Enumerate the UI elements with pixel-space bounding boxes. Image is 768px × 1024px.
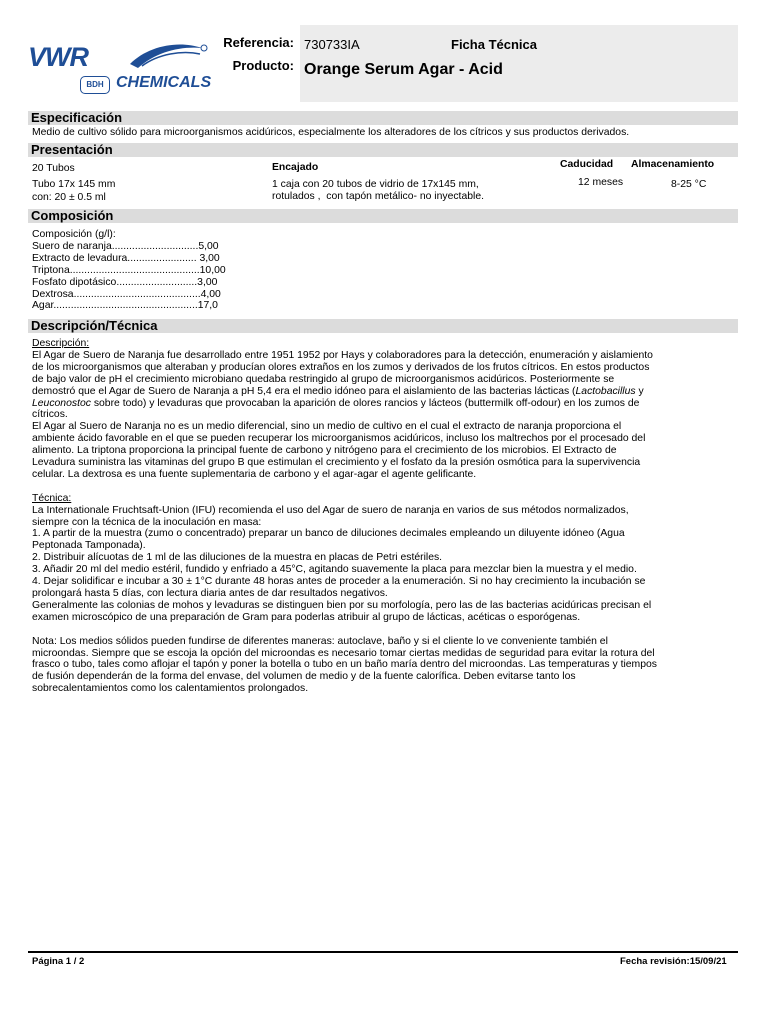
almacenamiento-value: 8-25 °C — [671, 179, 707, 190]
product-label: Producto: — [232, 58, 294, 73]
composicion-line: Dextrosa............................................4,00 — [32, 288, 221, 300]
tecnica-line: Generalmente las colonias de mohos y levaduras se distinguen bien por su morfología, pero las de las bacterias acidúricas precisan el — [32, 599, 652, 611]
caducidad-value: 12 meses — [578, 177, 624, 188]
composicion-line: Suero de naranja..............................5,00 — [32, 240, 219, 252]
descripcion-line: alimento. La triptona proporciona la principal fuente de carbono y nitrógeno para el crecimiento de los microbios. El Extracto de — [32, 445, 617, 457]
section-presentacion: Presentación — [28, 143, 738, 157]
section-especificacion: Especificación — [28, 111, 738, 125]
section-composicion: Composición — [28, 209, 738, 223]
composicion-line: Triptona.............................................10,00 — [32, 264, 226, 276]
tecnica-line: 3. Añadir 20 ml del medio estéril, fundido y enfriado a 45°C, agitando suavemente la placa para mezclar bien la muestra y el medio. — [32, 564, 637, 576]
footer-divider — [28, 951, 738, 953]
almacenamiento-label: Almacenamiento — [631, 159, 715, 170]
doc-type: Ficha Técnica — [451, 37, 537, 52]
composicion-intro: Composición (g/l): — [32, 229, 116, 240]
presentacion-item: Tubo 17x 145 mm — [32, 178, 116, 190]
nota-line: microondas. Siempre que se escoja la opción del microondas es necesario tomar ciertas medidas de seguridad para evitar la rotura del — [32, 647, 655, 659]
descripcion-line: cítricos. — [32, 409, 68, 421]
descripcion-line: ambiente ácido favorable en el que se pueden recuperar los microorganismos acidúricos, incluso los maltrechos por el procesado del — [32, 433, 646, 445]
presentacion-col1 — [32, 163, 252, 204]
composicion-line: Fosfato dipotásico............................3,00 — [32, 276, 218, 288]
logo-bdh-badge: BDH — [80, 76, 110, 94]
spacer — [32, 624, 736, 636]
page-number: Página 1 / 2 — [32, 956, 85, 967]
tecnica-line: La Internationale Fruchtsaft-Union (IFU) recomienda el uso del Agar de suero de naranja en varios de sus métodos normalizados, — [32, 504, 629, 516]
encajado-line: 1 caja con 20 tubos de vidrio de 17x145 mm, — [272, 179, 479, 190]
caducidad-label: Caducidad — [560, 159, 614, 170]
logo-chemicals-text: CHEMICALS — [116, 74, 212, 91]
descripcion-heading: Descripción: — [32, 338, 90, 349]
tecnica-line: prolongará hasta 5 días, con lectura diaria antes de dar resultados negativos. — [32, 588, 388, 600]
descripcion-body — [32, 338, 736, 695]
nota-line: de fusión dependerán de la forma del envase, del volumen de medio y de la fuente calorífica. Deben evitarse tanto los — [32, 671, 576, 683]
spacer — [32, 481, 736, 493]
presentacion-item: 20 Tubos — [32, 163, 75, 174]
tecnica-line: 1. A partir de la muestra (zumo o concentrado) preparar un banco de diluciones decimales empleando un diluyente idóneo (Agua — [32, 528, 625, 540]
descripcion-line: El Agar al Suero de Naranja no es un medio diferencial, sino un medio de cultivo en el cual el extracto de naranja proporciona el — [32, 421, 622, 433]
descripcion-line: El Agar de Suero de Naranja fue desarrollado entre 1951 1952 por Hays y colaboradores para la detección, enumeración y aislamiento — [32, 349, 653, 361]
tecnica-heading: Técnica: — [32, 492, 72, 504]
revision-date: Fecha revisión:15/09/21 — [620, 956, 727, 967]
nota-line: sobrecalentamientos como los calentamientos prolongados. — [32, 683, 309, 695]
tecnica-line: siempre con la técnica de la inoculación en masa: — [32, 516, 262, 528]
especificacion-text: Medio de cultivo sólido para microorganismos acidúricos, especialmente los alteradores de los cítricos y sus productos derivados. — [32, 127, 630, 138]
composicion-line: Extracto de levadura........................ 3,00 — [32, 252, 220, 264]
tecnica-line: Peptonada Tamponada). — [32, 540, 146, 552]
ref-value: 730733IA — [304, 37, 360, 52]
product-value: Orange Serum Agar - Acid — [304, 61, 503, 78]
encajado-line: rotulados , con tapón metálico- no inyectable. — [272, 190, 484, 202]
descripcion-line: demostró que el Agar de Suero de Naranja a pH 5,4 era el medio idóneo para el aislamiento de las bacterias lácticas (Lactobacillus y — [32, 385, 644, 397]
tecnica-line: 4. Dejar solidificar e incubar a 30 ± 1°C durante 48 horas antes de proceder a la enumeración. Si no hay crecimiento la incubación se — [32, 576, 646, 588]
presentacion-item: con: 20 ± 0.5 ml — [32, 191, 106, 203]
tecnica-line: examen microscópico de una preparación de Gram para poderlas atribuir al grupo de lácticas, acéticas o esporógenas. — [32, 611, 581, 623]
descripcion-line: celular. La dextrosa es una fuente suplementaria de carbono y el agar-agar el agente gelificante. — [32, 468, 477, 480]
section-descripcion: Descripción/Técnica — [28, 319, 738, 333]
encajado-label: Encajado — [272, 162, 319, 173]
descripcion-line: de bajo valor de pH el crecimiento microbiano quedaba restringido al grupo de microorganismos acidúricos. Posteriormente se — [32, 373, 615, 385]
descripcion-line: Leuconostoc sobre todo) y levaduras que provocaban la aparición de olores rancios y lácteos (buttermilk off-odour) en los zumos de — [32, 397, 640, 409]
descripcion-line: de los microorganismos que alteraban y producían olores extraños en los zumos y derivados de los frutos cítricos. En estos productos — [32, 361, 650, 373]
composicion-line: Agar..................................................17,0 — [32, 300, 218, 312]
encajado-text — [272, 179, 484, 203]
logo-vwr-text: VWR — [28, 42, 88, 72]
nota-line: frasco o tubo, tales como aflojar el tapón y poner la botella o tubo en un baño maría dentro del microondas. Las temperaturas y tiempos — [32, 659, 657, 671]
composicion-list — [32, 229, 226, 312]
tecnica-line: 2. Distribuir alícuotas de 1 ml de las diluciones de la muestra en placas de Petri estériles. — [32, 552, 443, 564]
ref-label: Referencia: — [223, 35, 294, 50]
nota-line: Nota: Los medios sólidos pueden fundirse de diferentes maneras: autoclave, baño y si el cliente lo ve conveniente también el — [32, 635, 608, 647]
descripcion-line: Levadura suministra las vitaminas del grupo B que estimulan el crecimiento y el fosfato da la presión osmótica para la supervivencia — [32, 457, 641, 469]
